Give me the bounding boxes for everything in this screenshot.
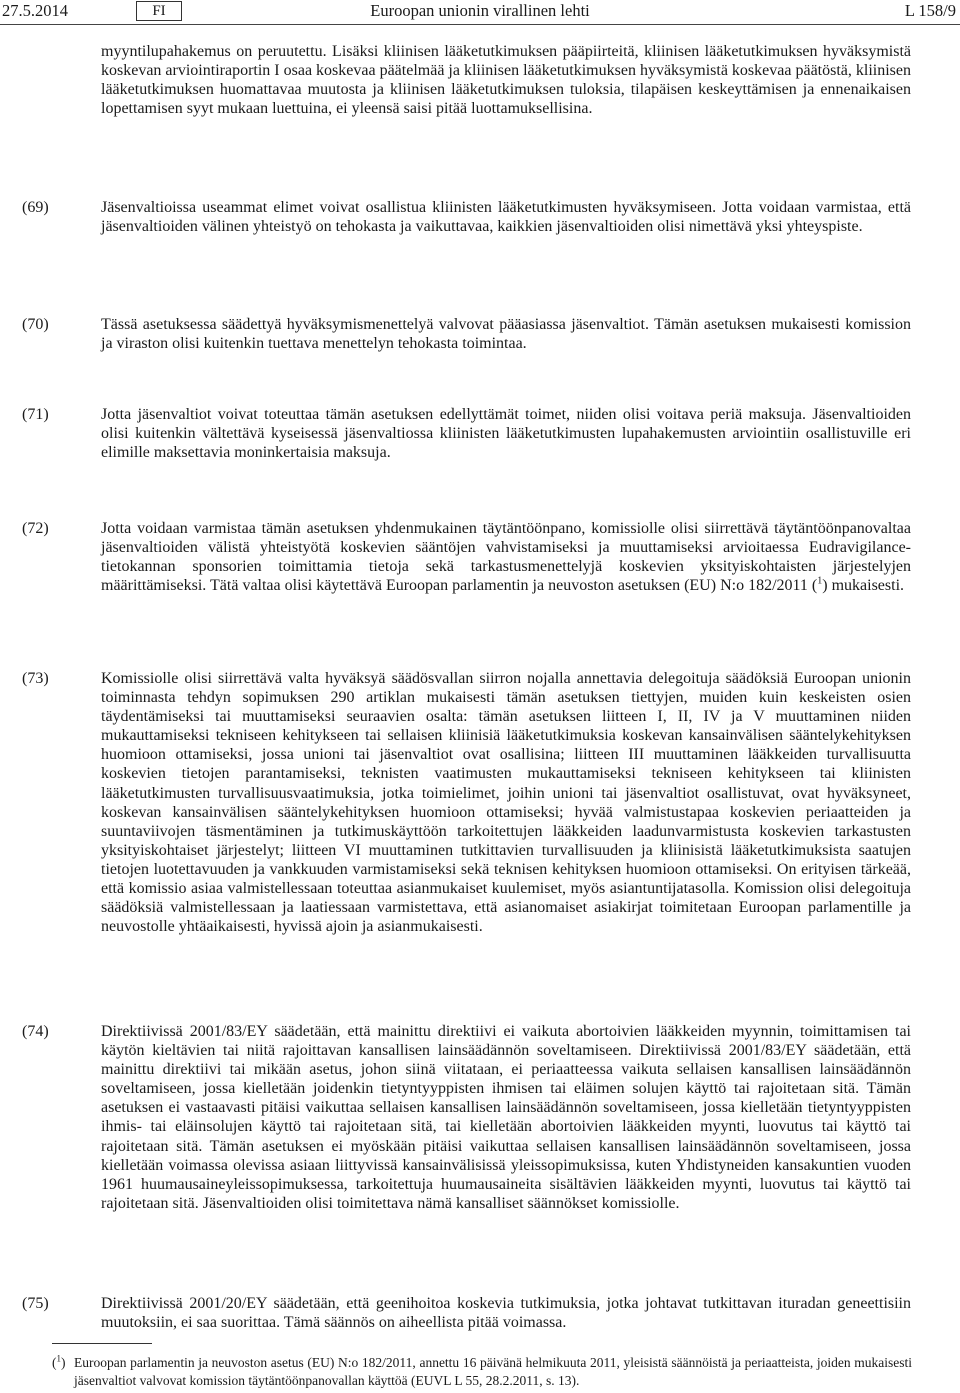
footnote-divider [52, 1343, 152, 1344]
recital-text: Jotta jäsenvaltiot voivat toteuttaa tämän asetuksen edellyttämät toimet, niiden olisi voitava periä maksuja. Jäsenvaltioiden olisi kuitenkin vältettävä kyseisessä jäsenvaltiossa kliinisten lääketutkimusten lupahakemusten arviointiin osallistuville eri elimille maksettavia moninkertaisia maksuja. [101, 406, 911, 462]
publication-date: 27.5.2014 [2, 1, 68, 20]
recital-number: (69) [22, 199, 49, 216]
footnote-reference[interactable]: 1 [817, 575, 823, 587]
recital-number: (73) [22, 670, 49, 687]
recital-text: Direktiivissä 2001/83/EY säädetään, että mainittu direktiivi ei vaikuta abortoivien lääkkeiden myynnin, toimittamisen tai käytön kieltävien tai niitä rajoittavan kansallisen lainsäädännön soveltamiseen. Direktiivissä 2001/83/EY säädetään, että mainittu direktiivi tai mikään asetus, johon siinä viitataan, ei periaatteessa vaikuta sellaisen kansallisen lainsäädännön soveltamiseen, jossa kielletään joidenkin tietyntyyppisten ihmisen tai eläimen solujen käyttö tai rajoitetaan sitä. Tämän asetuksen ei vastaavasti pitäisi vaikuttaa sellaisen kansallisen lainsäädännön soveltamiseen, jossa kielletään tietyntyyppisten ihmis- tai eläinsolujen käyttö tai rajoitetaan sitä, tai kielletään abortoivien lääkkeiden myynti, luovutus tai käyttö tai rajoitetaan sitä. Tämän asetuksen ei myöskään pitäisi vaikuttaa sellaisen kansallisen lainsäädännön soveltamiseen, jossa kielletään voimassa olevissa asiaan liittyvissä kansainvälisissä yleissopimuksissa, kuten Yhdistyneiden kansakuntien vuoden 1961 huumausaineyleissopimuksessa, tarkoitettuja huumausaineita sisältävien lääkkeiden myynti, luovutus tai käyttö tai rajoitetaan sitä. Jäsenvaltioiden olisi toimitettava nämä kansalliset säännökset komissiolle. [101, 1023, 911, 1212]
recital-text-end: ) mukaisesti. [822, 577, 905, 595]
recital-number: (71) [22, 406, 49, 423]
recital-continuation: myyntilupahakemus on peruutettu. Lisäksi kliinisen lääketutkimuksen pääpiirteitä, kliinisen lääketutkimuksen hyväksymistä koskevan arviointiraportin I osaa koskevaa päätelmää ja kliinisen lääketutkimuksen hyväksymistä koskevaa päätöstä, kliinisen lääketutkimuksen huomattavaa muutosta ja kliinisen lääketutkimuksen tuloksia, tilapäisen keskeyttämisen ja ennenaikaisen lopettamisen syyt mukaan luettuina, ei yleensä saisi pitää luottamuksellisina. [101, 43, 911, 118]
recital-text: Tässä asetuksessa säädettyä hyväksymismenettelyä valvovat pääasiassa jäsenvaltiot. Tämän asetuksen mukaisesti komission ja viraston olisi kuitenkin tuettava menettelyn tehokasta toimintaa. [101, 316, 911, 353]
recital-text-main: Jotta voidaan varmistaa tämän asetuksen yhdenmukainen täytäntöönpano, komissiolle olisi siirrettävä täytäntöönpanovaltaa jäsenvaltioiden välistä yhteistyötä koskevien sääntöjen vahvistamiseksi ja muuttamiseksi arvioitaessa Eudravigilance-tietokannan sponsorien toimittamia tietoja sekä tarkastusmenettelyjä koskevien yksityiskohtaisten järjestelyjen määrittämiseksi. Tätä valtaa olisi käytettävä Euroopan parlamentin ja neuvoston asetuksen (EU) N:o 182/2011 ( [101, 520, 911, 595]
recital-text [101, 519, 911, 595]
footnote-marker: ($^1$) [52, 1353, 66, 1370]
page-header [0, 0, 960, 25]
recital-number: (70) [22, 316, 49, 333]
recital-number: (74) [22, 1023, 49, 1040]
language-badge: FI [136, 1, 182, 21]
page-number: L 158/9 [904, 1, 956, 20]
recital-number: (75) [22, 1295, 49, 1312]
footnote-text: Euroopan parlamentin ja neuvoston asetus (EU) N:o 182/2011, annettu 16 päivänä helmikuuta 2011, yleisistä säännöistä ja periaatteista, joiden mukaisesti jäsenvaltiot valvovat komission täytäntöönpanovallan käyttöä (EUVL L 55, 28.2.2011, s. 13). [74, 1355, 912, 1388]
recital-text: Direktiivissä 2001/20/EY säädetään, että geenihoitoa koskevia tutkimuksia, jotka johtavat tutkittavan ituradan geneettisiin muutoksiin, ei saa suorittaa. Tämä säännös on aiheellista pitää voimassa. [101, 1295, 911, 1332]
journal-title: Euroopan unionin virallinen lehti [370, 1, 590, 20]
recital-text: Jäsenvaltioissa useammat elimet voivat osallistua kliinisten lääketutkimusten hyväksymiseen. Jotta voidaan varmistaa, että jäsenvaltioiden välinen yhteistyö on tehokasta ja vaikuttavaa, kaikkien jäsenvaltioiden olisi nimettävä yksi yhteyspiste. [101, 199, 911, 236]
recital-text: Komissiolle olisi siirrettävä valta hyväksyä säädösvallan siirron nojalla annettavia delegoituja säädöksiä Euroopan unionin toiminnasta tehdyn sopimuksen 290 artiklan mukaisesti tämän asetuksen tiettyjen, muiden kuin keskeisten osien täydentämiseksi tai muuttamiseksi seuraavien osalta: tämän asetuksen liitteen I, II, IV ja V muuttaminen niiden mukauttamiseksi tekniseen kehitykseen tai sellaisen kliinisiä lääketutkimuksia koskevan kansainvälisen sääntelykehityksen huomioon ottamiseksi, jossa unioni tai jäsenvaltiot ovat osallisina; liitteen III muuttaminen lääkkeiden turvallisuutta koskevien tietojen parantamiseksi, teknisten vaatimusten mukauttamiseksi tekniseen kehitykseen tai kliinisten lääketutkimusten turvallisuusvaatimuksia, jotka toimielimet, joihin unioni tai jäsenvaltiot osallistuvat, ovat hyväksyneet, koskevan kansainvälisen sääntelykehityksen huomioon ottamiseksi; hyvää valmistustapaa koskevien periaatteiden ja suuntaviivojen täsmentäminen ja tutkimuskäyttöön tarkoitettujen lääkkeiden laadunvarmistusta koskevien tarkastusten yksityiskohtaiset järjestelyt; liitteen VI muuttaminen tutkittavien turvallisuuden ja kliinisistä lääketutkimuksista saatujen tietojen luotettavuuden ja vankkuuden varmistamiseksi sekä teknisen kehityksen huomioon ottamiseksi. On erityisen tärkeää, että komissio asiaa valmistellessaan toteuttaa asianmukaiset kuulemiset, myös asiantuntijatasolla. Komission olisi delegoituja säädöksiä valmistellessaan ja laatiessaan varmistettava, että asianomaiset asiakirjat toimitetaan Euroopan parlamentille ja neuvostolle yhtäaikaisesti, hyvissä ajoin ja asianmukaisesti. [101, 670, 911, 936]
recital-number: (72) [22, 520, 49, 537]
